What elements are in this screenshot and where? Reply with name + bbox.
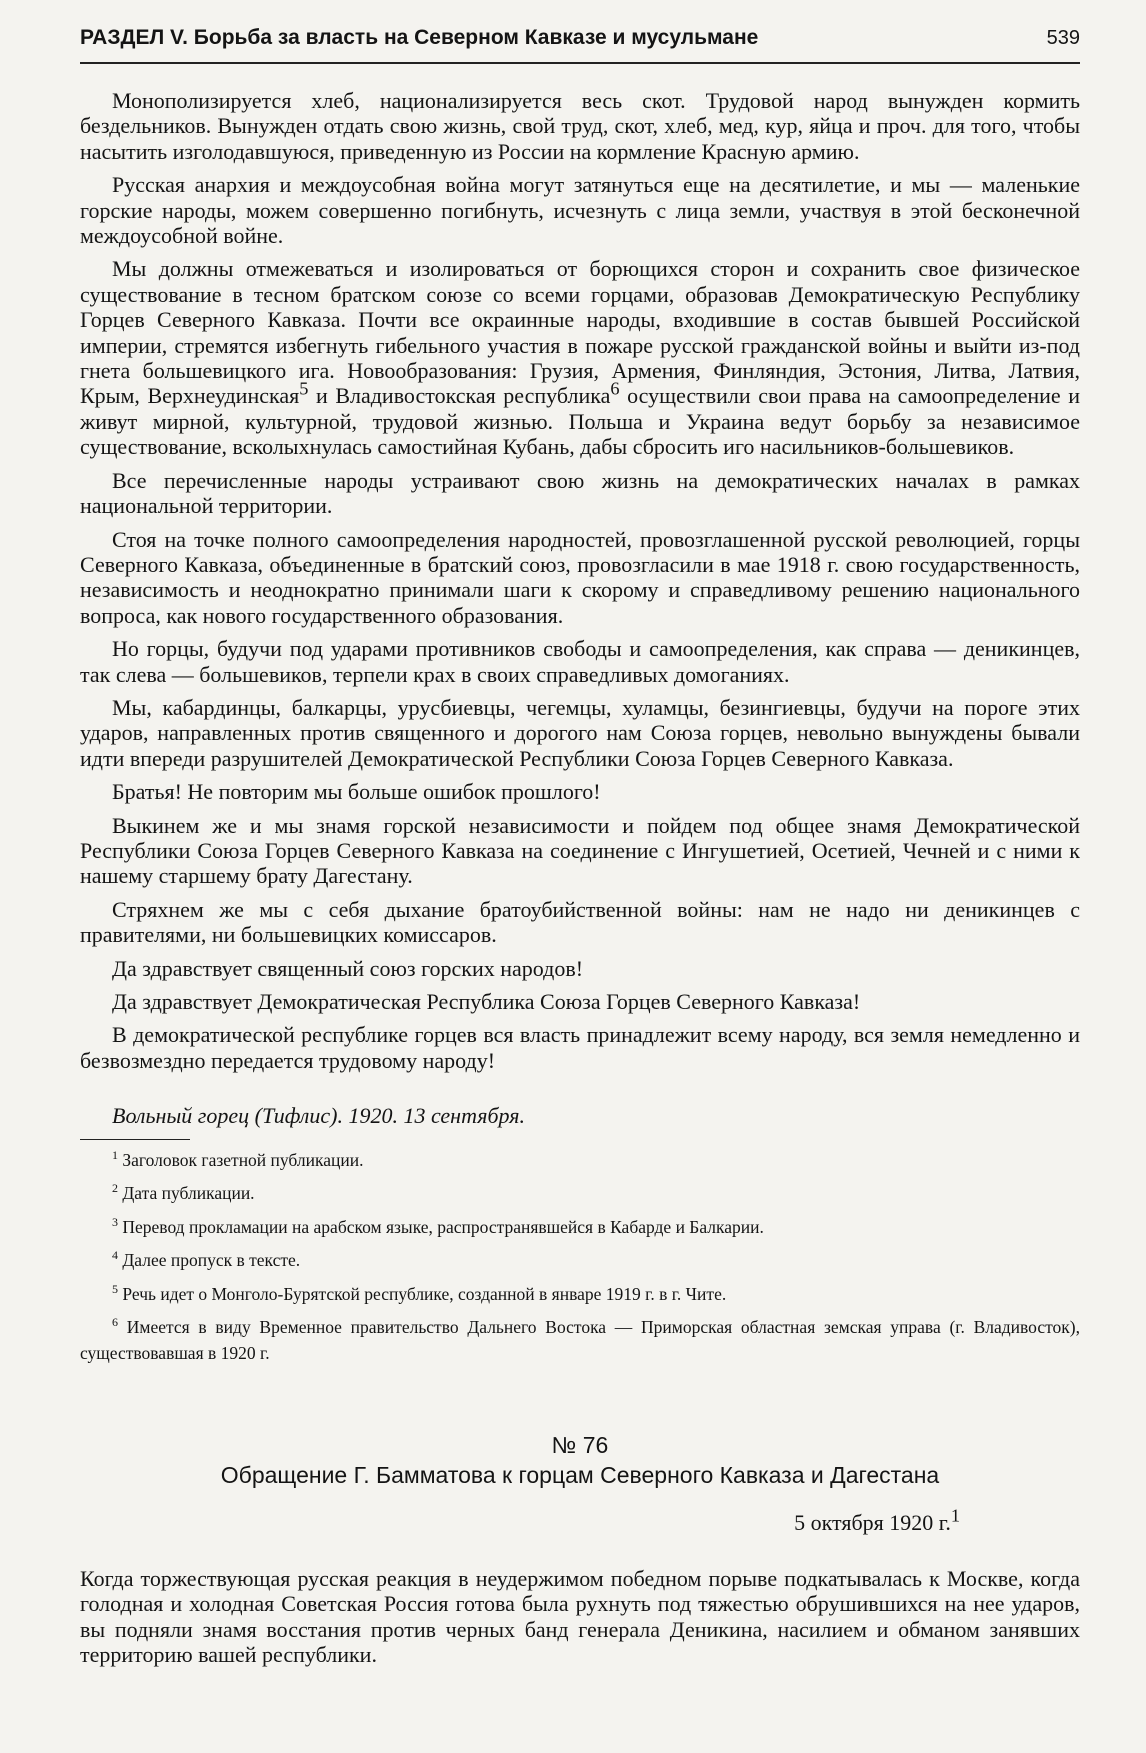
paragraph: Стоя на точке полного самоопределения народностей, провозглашенной русской революцией, горцы Северного Кавказа, объединенные в братский союз, провозгласили в мае 1918 г. свою государственность, независимость и неоднократно принимали шаги к скорому и справедливому решению национального вопроса, как нового государственного образования. xyxy=(80,526,1080,628)
source-citation: Вольный горец (Тифлис). 1920. 13 сентября. xyxy=(112,1103,525,1129)
paragraph: Да здравствует Демократическая Республика Союза Горцев Северного Кавказа! xyxy=(112,989,861,1014)
footnote-ref: 1 xyxy=(950,1505,960,1526)
paragraph: Выкинем же и мы знамя горской независимости и пойдем под общее знамя Демократической Республики Союза Горцев Северного Кавказа на соединение с Ингушетией, Осетией, Чечней и с ними к нашему старшему брату Дагестану. xyxy=(80,812,1080,889)
footnote: $^5$ Речь идет о Монголо-Бурятской республике, созданной в январе 1919 г. в г. Чите. xyxy=(112,1281,727,1304)
document-number: № 76 xyxy=(551,1432,609,1458)
footnote: $^3$ Перевод прокламации на арабском языке, распространявшейся в Кабарде и Балкарии. xyxy=(112,1214,764,1237)
document-heading xyxy=(80,1430,1080,1490)
paragraph: Но горцы, будучи под ударами противников свободы и самоопределения, как справа — деникинцев, так слева — большевиков, терпели крах в своих справедливых домоганиях. xyxy=(80,636,1080,687)
paragraph: Да здравствует священный союз горских народов! xyxy=(112,955,584,981)
footnote: $^4$ Далее пропуск в тексте. xyxy=(112,1248,301,1271)
paragraph: Братья! Не повторим мы больше ошибок прошлого! xyxy=(112,779,601,805)
paragraph-with-notes: Мы должны отмежеваться и изолироваться от борющихся сторон и сохранить свое физическое существование в тесном братском союзе со всеми горцами, образовав Демократическую Республику Горцев Северного Кавказа. Почти все окраинные народы, входившие в состав бывшей Российской империи, стремятся избегнуть гибельного участия в пожаре русской гражданской войны и выйти из-под гнета большевицкого ига. Новообразования: Грузия, Армения, Финляндия, Эстония, Литва, Латвия, Крым, Верхнеудинская$^5$ и Владивостокская республика$^6$ осуществили свои права на самоопределение и живут мирной, культурной, трудовой жизнью. Польша и Украина ведут борьбу за независимое существование, всколыхнулась самостийная Кубань, дабы сбросить иго насильников-большевиков. xyxy=(80,256,1080,460)
document-text xyxy=(80,1566,1080,1668)
paragraph: Все перечисленные народы устраивают свою жизнь на демократических началах в рамках национальной территории. xyxy=(80,467,1080,519)
page-number: 539 xyxy=(1046,27,1080,49)
paragraph: Мы, кабардинцы, балкарцы, урусбиевцы, чегемцы, хуламцы, безингиевцы, будучи на пороге этих ударов, направленных против священного и дорогого нам Союза горцев, невольно вынуждены бывали идти впереди разрушителей Демократической Республики Союза Горцев Северного Кавказа. xyxy=(80,694,1080,771)
main-text xyxy=(80,88,1080,1366)
paragraph: В демократической республике горцев вся власть принадлежит всему народу, вся земля немедленно и безвозмездно передается трудовому народу! xyxy=(80,1022,1080,1073)
footnote-rule xyxy=(80,1139,190,1140)
paragraph: Русская анархия и междоусобная война могут затянуться еще на десятилетие, и мы — маленькие горские народы, можем совершенно погибнуть, исчезнуть с лица земли, участвуя в этой бесконечной междоусобной войне. xyxy=(80,172,1080,249)
document-title: Обращение Г. Бамматова к горцам Северного Кавказа и Дагестана xyxy=(220,1462,940,1488)
paragraph: Стряхнем же мы с себя дыхание братоубийственной войны: нам не надо ни деникинцев с правителями, ни большевицких комиссаров. xyxy=(80,896,1080,948)
header-rule xyxy=(80,62,1080,64)
paragraph: Когда торжествующая русская реакция в неудержимом победном порыве подкатывалась к Москве, когда голодная и холодная Советская Россия готова была рухнуть под тяжестью обрушившихся на нее ударов, вы подняли знамя восстания против черных банд генерала Деникина, насилием и обманом занявших территорию вашей республики. xyxy=(80,1566,1080,1668)
footnote: $^6$ Имеется в виду Временное правительство Дальнего Востока — Приморская областная земская управа (г. Владивосток), существовавшая в 1920 г. xyxy=(80,1315,1081,1363)
running-header xyxy=(80,26,1080,50)
footnote-ref: 6 xyxy=(610,379,620,400)
footnote-ref: 5 xyxy=(299,379,309,400)
section-title: РАЗДЕЛ V. Борьба за власть на Северном Кавказе и мусульмане xyxy=(80,26,759,49)
footnote: $^2$ Дата публикации. xyxy=(112,1181,255,1204)
paragraph: Монополизируется хлеб, национализируется весь скот. Трудовой народ вынужден кормить бездельников. Вынужден отдать свою жизнь, свой труд, скот, хлеб, мед, кур, яйца и проч. для того, чтобы насытить изголодавшуюся, приведенную из России на кормление Красную армию. xyxy=(80,88,1080,164)
footnote: $^1$ Заголовок газетной публикации. xyxy=(112,1147,364,1170)
document-date: 5 октября 1920 г.$^1$ xyxy=(794,1505,960,1535)
